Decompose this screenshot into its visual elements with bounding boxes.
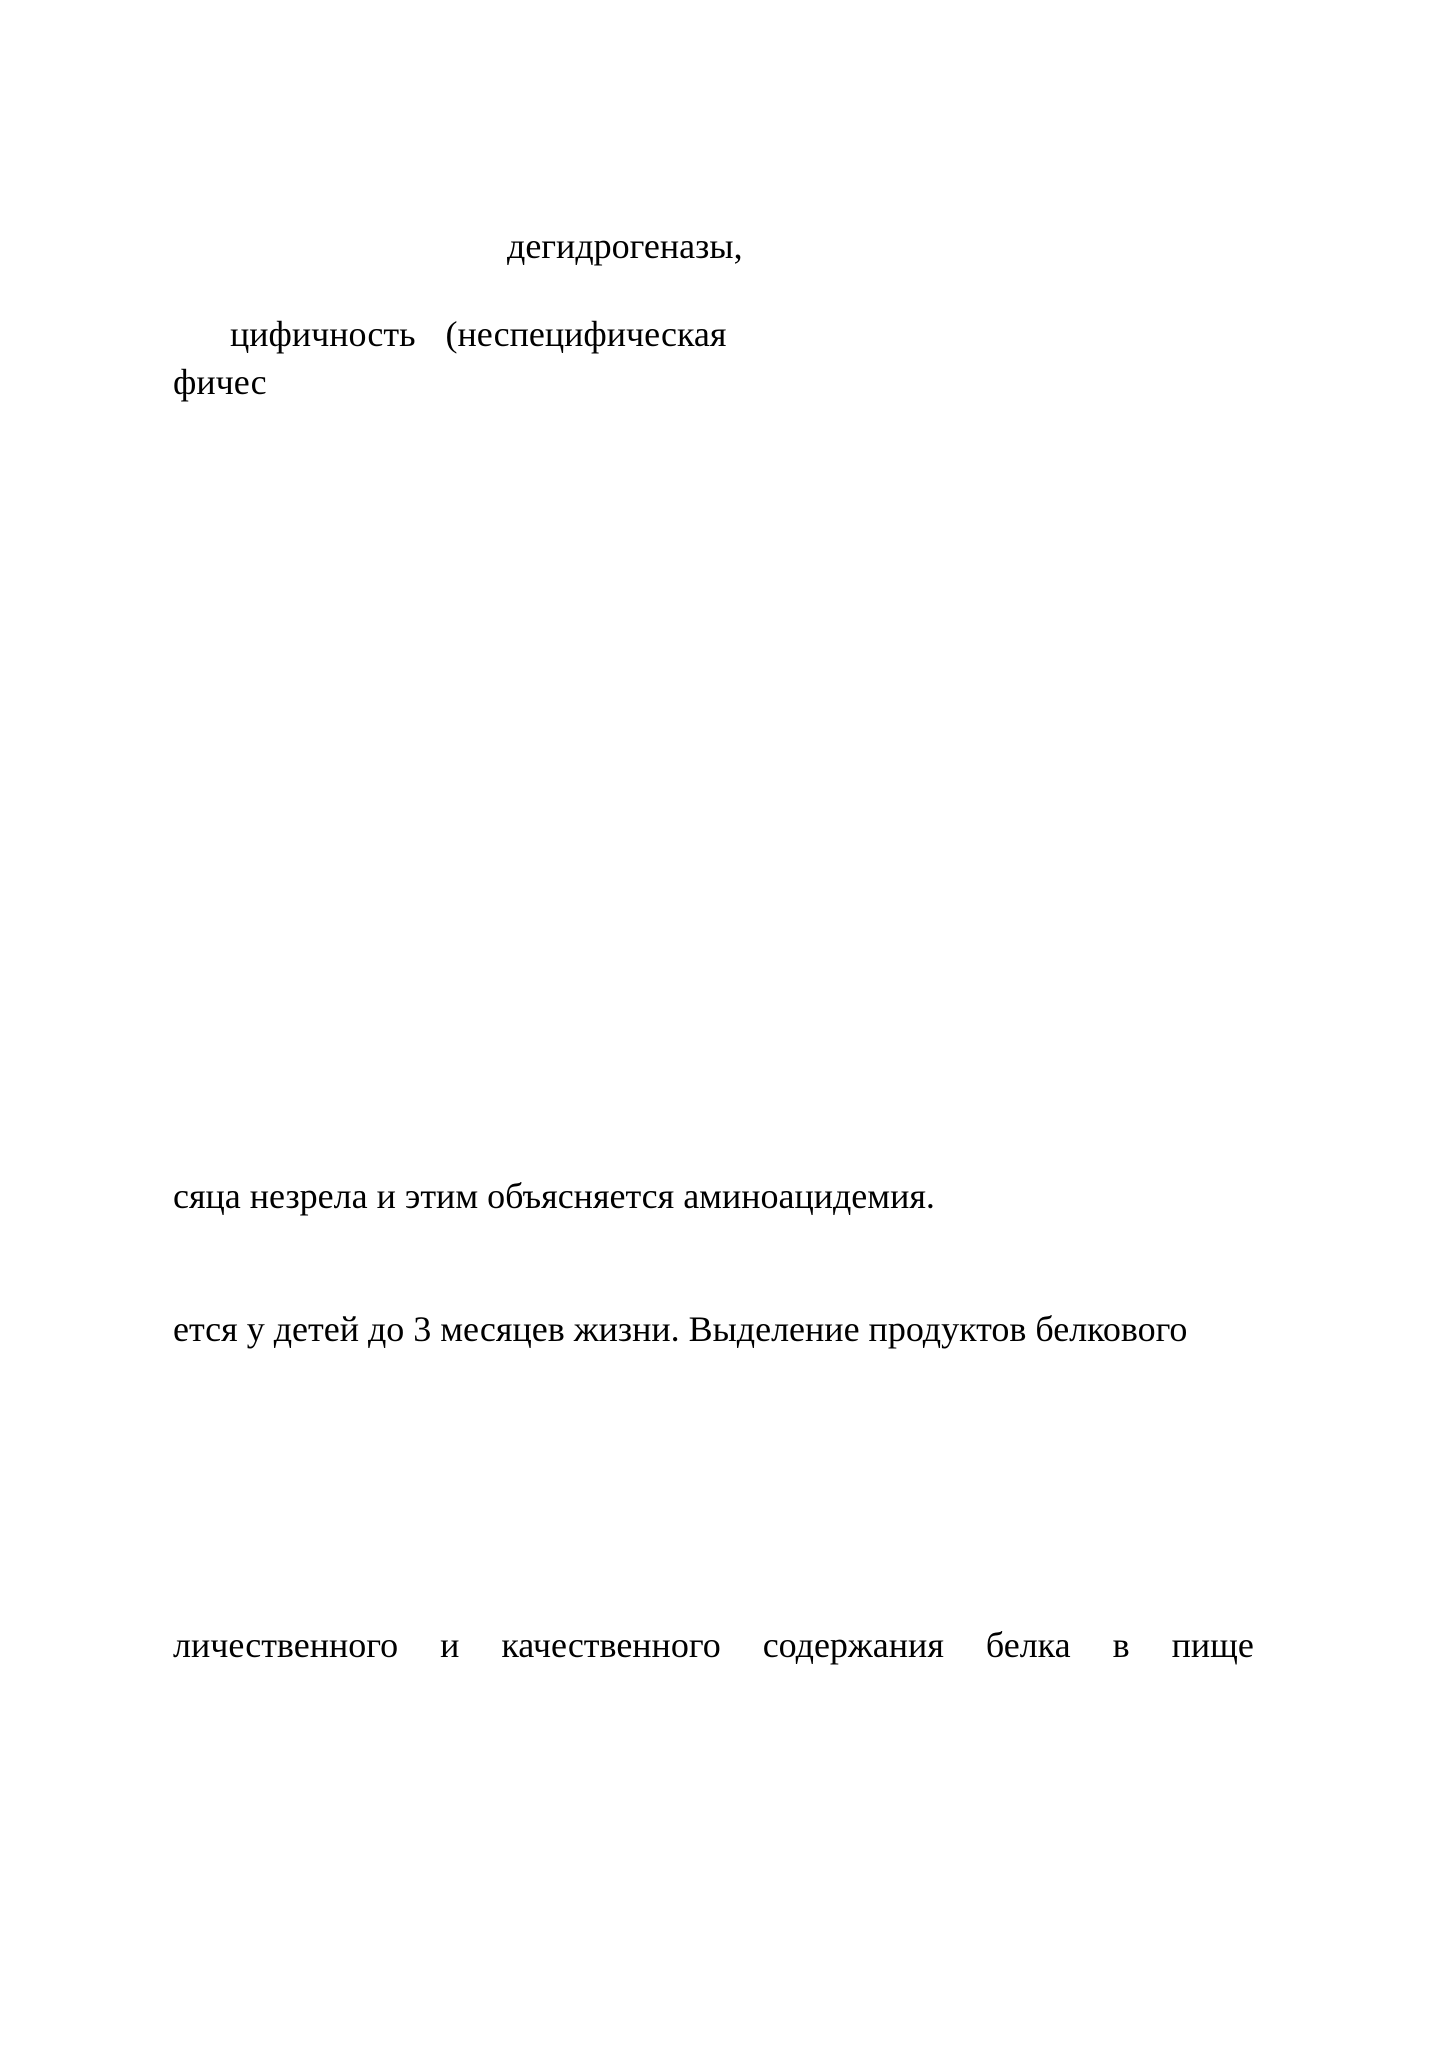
text-line: сяца незрела и этим объясняется аминоацидемия. [173,1176,935,1216]
text-line: ется у детей до 3 месяцев жизни. Выделение продуктов белкового [173,1309,1188,1349]
text-line: фичес [173,362,267,402]
text-line: цифичность (неспецифическая [230,314,727,354]
text-line: дегидрогеназы, [507,226,743,266]
text-line: личественного и качественного содержания белка в пище [173,1625,1254,1665]
